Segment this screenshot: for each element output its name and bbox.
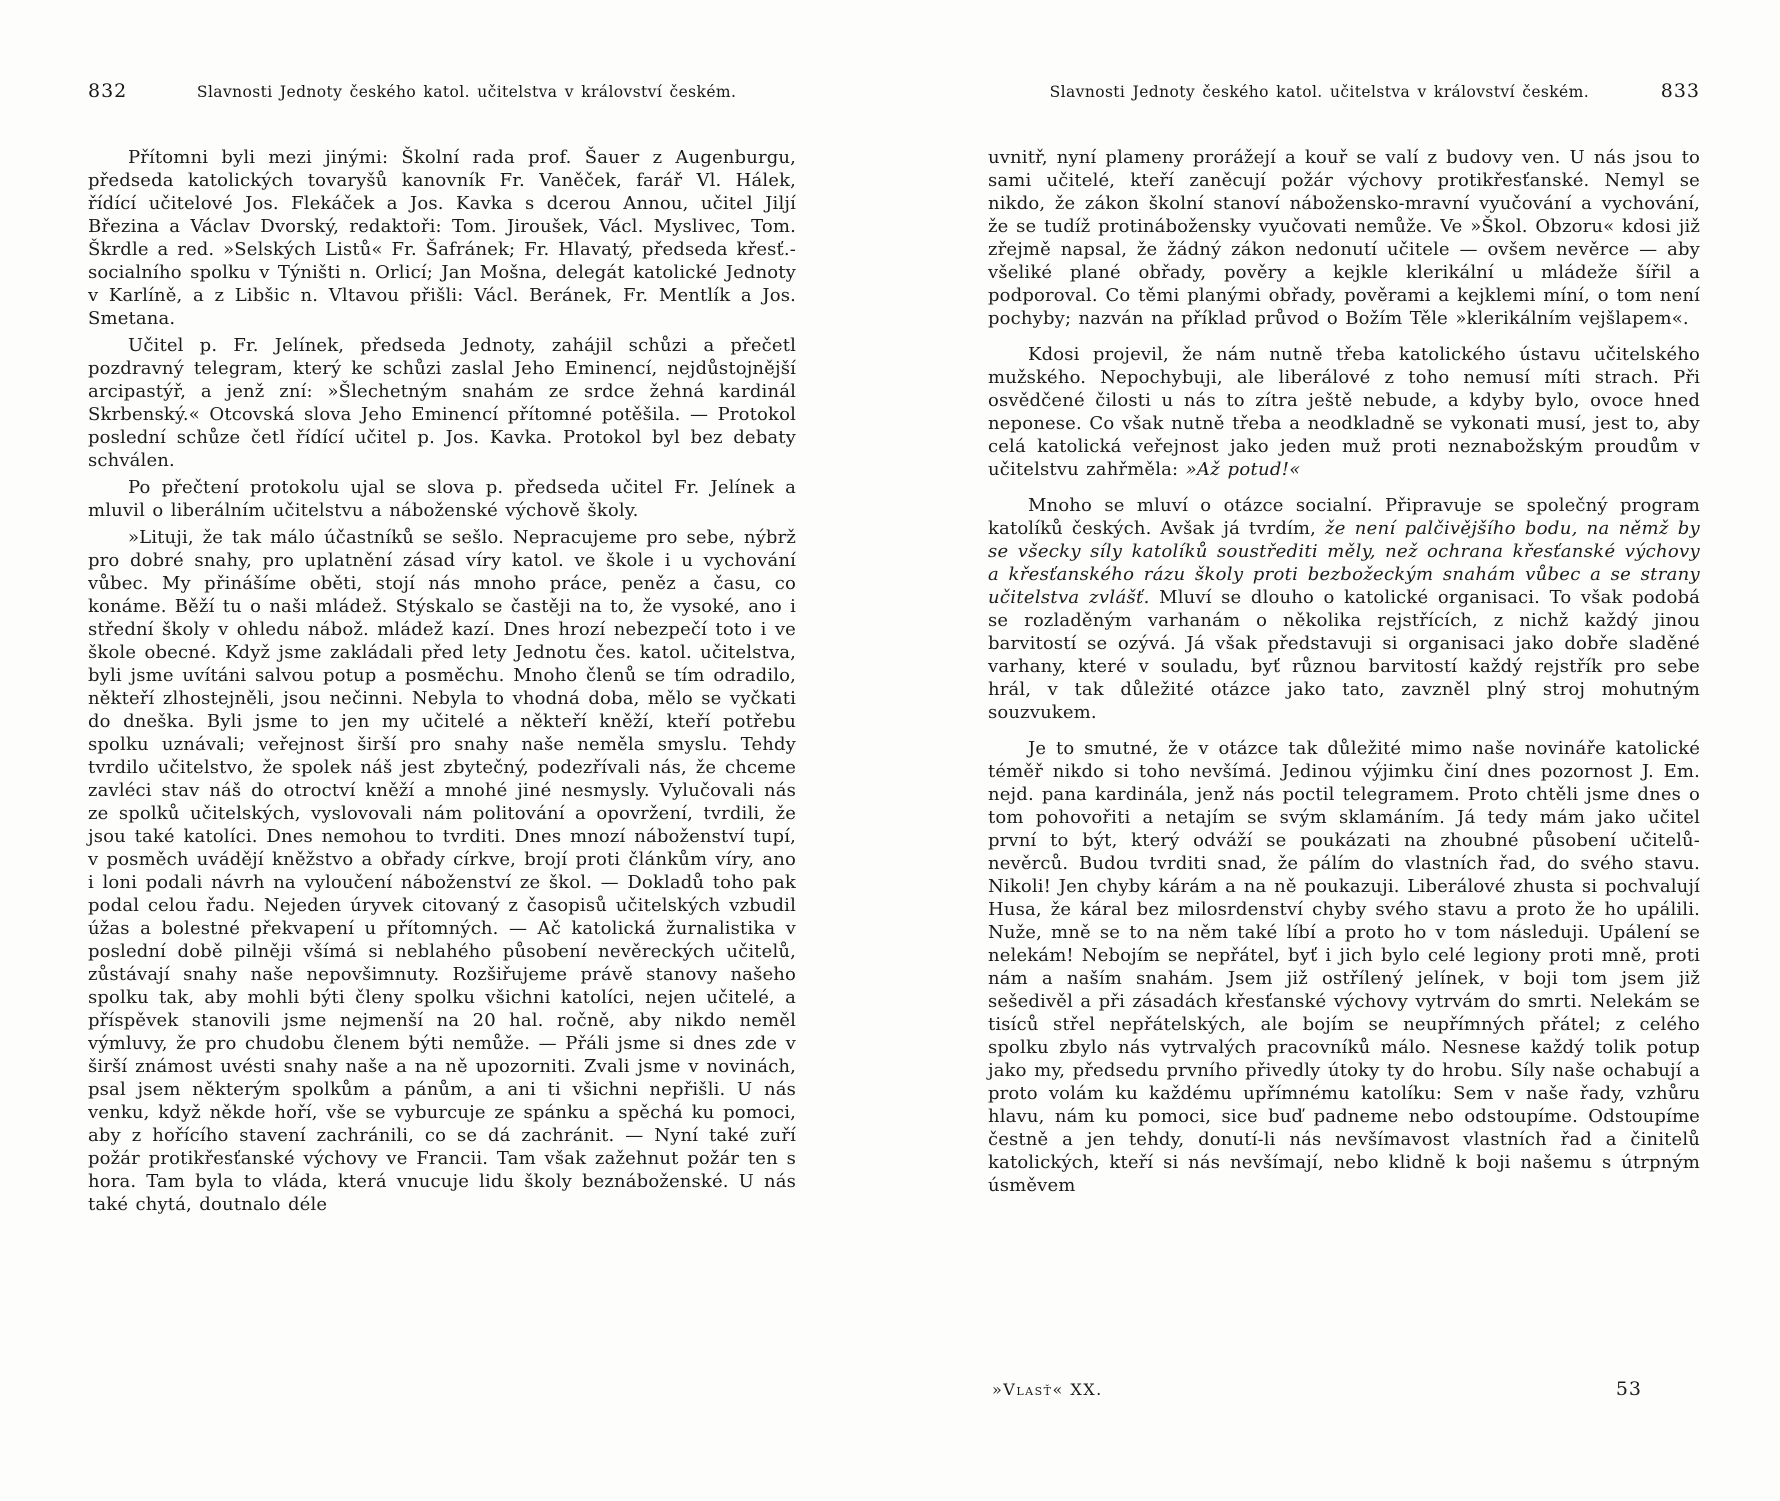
text-run: Přítomni byli mezi jinými: Školní rada prof. Šauer z Augenburgu, předseda katolických tovaryšů kanovník Fr. Vaněček, farář Vl. Hálek, řídící učitelové Jos. Flekáček a Jos. Kavka s dcerou Annou, učitel Jiljí Březina a Václav Dvorský, redaktoři: Tom. Jiroušek, Václ. Myslivec, Tom. Škrdle a red. »Selských Listů« Fr. Šafránek; Fr. Hlavatý, předseda křesť.-socialního spolku v Týništi n. Orlicí; Jan Mošna, delegát katolické Jednoty v Karlíně, a z Libšic n. Vltavou přišli: Václ. Beránek, Fr. Mentlík a Jos. Smetana. — [88, 147, 796, 329]
text-run: »Lituji, že tak málo účastníků se sešlo. Nepracujeme pro sebe, nýbrž pro dobré snahy, pro uplatnění zásad víry katol. ve škole i u vychování vůbec. My přinášíme oběti, stojí nás mnoho práce, peněz a času, co konáme. Běží tu o naši mládež. Stýskalo se častěji na to, že vysoké, ano i střední školy v ohledu nábož. mládež kazí. Dnes hrozí nebezpečí toto i ve škole obecné. Když jsme zakládali před lety Jednotu čes. katol. učitelstva, byli jsme uvítáni salvou potup a posměchu. Mnoho členů se tím odradilo, někteří zlhostejněli, jsou nečinni. Nebyla to vhodná doba, mělo se vyčkati do dneška. Byli jsme to jen my učitelé a někteří kněží, kteří potřebu spolku uznávali; veřejnost širší pro snahy naše neměla smyslu. Tehdy tvrdilo učitelstvo, že spolek náš jest zbytečný, podezřívali nás, že chceme zavléci stav náš do otroctví kněží a mnohé jiné nesmysly. Vylučovali nás ze spolků učitelských, vyslovovali nám politování a opovržení, tvrdili, že jsou také katolíci. Dnes nemohou to tvrditi. Dnes mnozí náboženství tupí, v posměch uvádějí kněžstvo a obřady církve, brojí proti článkům víry, ano i loni podali návrh na vyloučení náboženství ze škol. — Dokladů toho pak podal celou řadu. Nejeden úryvek citovaný z časopisů učitelských vzbudil úžas a bolestné překvapení u přítomných. — Ač katolická žurnalistika v poslední době pilněji všímá si neblahého působení nevěreckých učitelů, zůstávají snahy naše nepovšimnuty. Rozšiřujeme právě stanovy našeho spolku tak, aby mohli býti členy spolku všichni katolíci, nejen učitelé, a příspěvek stanovili jsme nejmenší na 20 hal. ročně, aby nikdo neměl výmluvy, že pro chudobu členem býti nemůže. — Přáli jsme si dnes zde v širší známost uvésti snahy naše a na ně upozorniti. Zvali jsme v novinách, psal jsem některým spolkům a pánům, a ani ti všichni nepřišli. U nás venku, když někde hoří, vše se vyburcuje ze spánku a spěchá ku pomoci, aby z hořícího stavení zachránili, co se dá zachránit. — Nyní také zuří požár protikřesťanské výchovy ve Francii. Tam však zažehnut požár ten s hora. Tam byla to vláda, která vnucuje lidu školy beznáboženské. U nás také chytá, doutnalo déle — [88, 527, 796, 1215]
left-page-number: 832 — [88, 80, 128, 102]
text-run: uvnitř, nyní plameny prorážejí a kouř se valí z budovy ven. U nás jsou to sami učitelé, kteří zaněcují požár výchovy protikřesťanské. Nemyl se nikdo, že zákon školní stanoví nábožensko-mravní vyučování a vychování, že se tudíž protinábožensky vyučovati nemůže. Ve »Škol. Obzoru« kdosi již zřejmě napsal, že žádný zákon nedonutí učitele — ovšem nevěrce — aby všeliké plané obřady, pověry a kejkle klerikální u mládeže šířil a podporoval. Co těmi planými obřady, pověrami a kejklemi míní, o tom není pochyby; nazván na příklad průvod o Božím Těle »klerikálním vejšlapem«. — [988, 147, 1700, 329]
left-running-title: Slavnosti Jednoty českého katol. učitelstva v království českém. — [196, 83, 737, 101]
paragraph — [988, 343, 1700, 481]
journal-signature: »Vlasť« XX. — [992, 1380, 1103, 1399]
paragraph — [88, 476, 796, 522]
right-page-footer — [988, 1378, 1700, 1400]
page-832 — [88, 80, 796, 1220]
italic-text-run: že není palčivějšího bodu, na němž by se všecky síly katolíků soustřediti měly, než ochrana křesťanské výchovy a křesťanského rázu školy proti bezbožeckým snahám vůbec a se strany učitelstva zvlášť. — [988, 518, 1700, 608]
paragraph — [88, 334, 796, 472]
text-run: Je to smutné, že v otázce tak důležité mimo naše novináře katolické téměř nikdo si toho nevšímá. Jedinou výjimku činí dnes pozornost J. Em. nejd. pana kardinála, jenž nás poctil telegramem. Proto chtěli jsme dnes o tom pohovořiti a netajím se svým sklamáním. Já tedy mám jako učitel první to být, který odváží se poukázati na zhoubné působení učitelů-nevěrců. Budou tvrditi snad, že pálím do vlastních řad, do svého stavu. Nikoli! Jen chyby kárám a na ně poukazuji. Liberálové zhusta si pochvalují Husa, že káral bez milosrdenství chyby svého stavu a proto že ho upálili. Nuže, mně se to na něm také líbí a proto ho v tom následuji. Upálení se nelekám! Nebojím se nepřátel, byť i jich bylo celé legiony proti mně, proti nám a naším snahám. Jsem již ostřílený jelínek, v boji tom jsem již sešedivěl a při zásadách křesťanské výchovy vytrvám do smrti. Nelekám se tisíců střel nepřátelských, ale bojím se neupřímných přátel; z celého spolku zbylo nás vytrvalých pracovníků málo. Nesnese každý tolik potup jako my, předsedu prvního přivedly útoky ty do hrobu. Síly naše ochabují a proto volám ku každému upřímnému katolíku: Sem v naše řady, vzhůru hlavu, nám ku pomoci, sice buď padneme nebo odstoupíme. Odstoupíme čestně a jen tehdy, donutí-li nás nevšímavost vlastních řad a činitelů katolických, kteří si nás nevšímají, nebo klidně k boji našemu s útrpným úsměvem — [988, 738, 1700, 1196]
left-running-head — [88, 80, 796, 102]
right-running-title: Slavnosti Jednoty českého katol. učitelstva v království českém. — [1049, 83, 1590, 101]
right-running-head — [988, 80, 1700, 102]
paragraph — [88, 146, 796, 330]
right-page-text — [988, 146, 1700, 1197]
paragraph — [988, 494, 1700, 724]
text-run: Učitel p. Fr. Jelínek, předseda Jednoty, zahájil schůzi a přečetl pozdravný telegram, který ke schůzi zaslal Jeho Eminencí, nejdůstojnější arcipastýř, a jenž zní: »Šlechetným snahám ze srdce žehná kardinál Skrbenský.« Otcovská slova Jeho Eminencí přítomné potěšila. — Protokol poslední schůze četl řídící učitel p. Jos. Kavka. Protokol byl bez debaty schválen. — [88, 335, 796, 471]
text-run: Mnoho se mluví o otázce socialní. Připravuje se společný program katolíků českých. Avšak já tvrdím, — [988, 495, 1700, 539]
left-page-text — [88, 146, 796, 1216]
right-page-number: 833 — [1660, 80, 1700, 102]
sheet-number: 53 — [1615, 1378, 1642, 1400]
italic-text-run: »Až potud!« — [1185, 459, 1301, 480]
page-833 — [988, 80, 1700, 1210]
paragraph — [988, 737, 1700, 1197]
paragraph — [988, 146, 1700, 330]
text-run: Kdosi projevil, že nám nutně třeba katolického ústavu učitelského mužského. Nepochybuji, ale liberálové z toho nemusí míti strach. Při osvědčené čilosti u nás to zítra ještě nebude, a kdyby bylo, ovoce hned neponese. Co však nutně třeba a neodkladně se vykonati musí, jest to, aby celá katolická veřejnost jako jeden muž proti neznabožským proudům v učitelstvu zahřměla: — [988, 344, 1700, 480]
text-run: Po přečtení protokolu ujal se slova p. předseda učitel Fr. Jelínek a mluvil o liberálním učitelstvu a náboženské výchově školy. — [88, 477, 796, 521]
paragraph — [88, 526, 796, 1216]
text-run: Mluví se dlouho o katolické organisaci. To však podobá se rozladěným varhanám o několika rejstřících, z nichž každý jinou barvitostí se ozývá. Já však představuji si organisaci jako dobře sladěné varhany, které v souladu, byť různou barvitostí každý rejstřík pro sebe hrál, v tak důležité otázce jako tato, zavzněl plný stroj mohutným souzvukem. — [988, 587, 1700, 723]
